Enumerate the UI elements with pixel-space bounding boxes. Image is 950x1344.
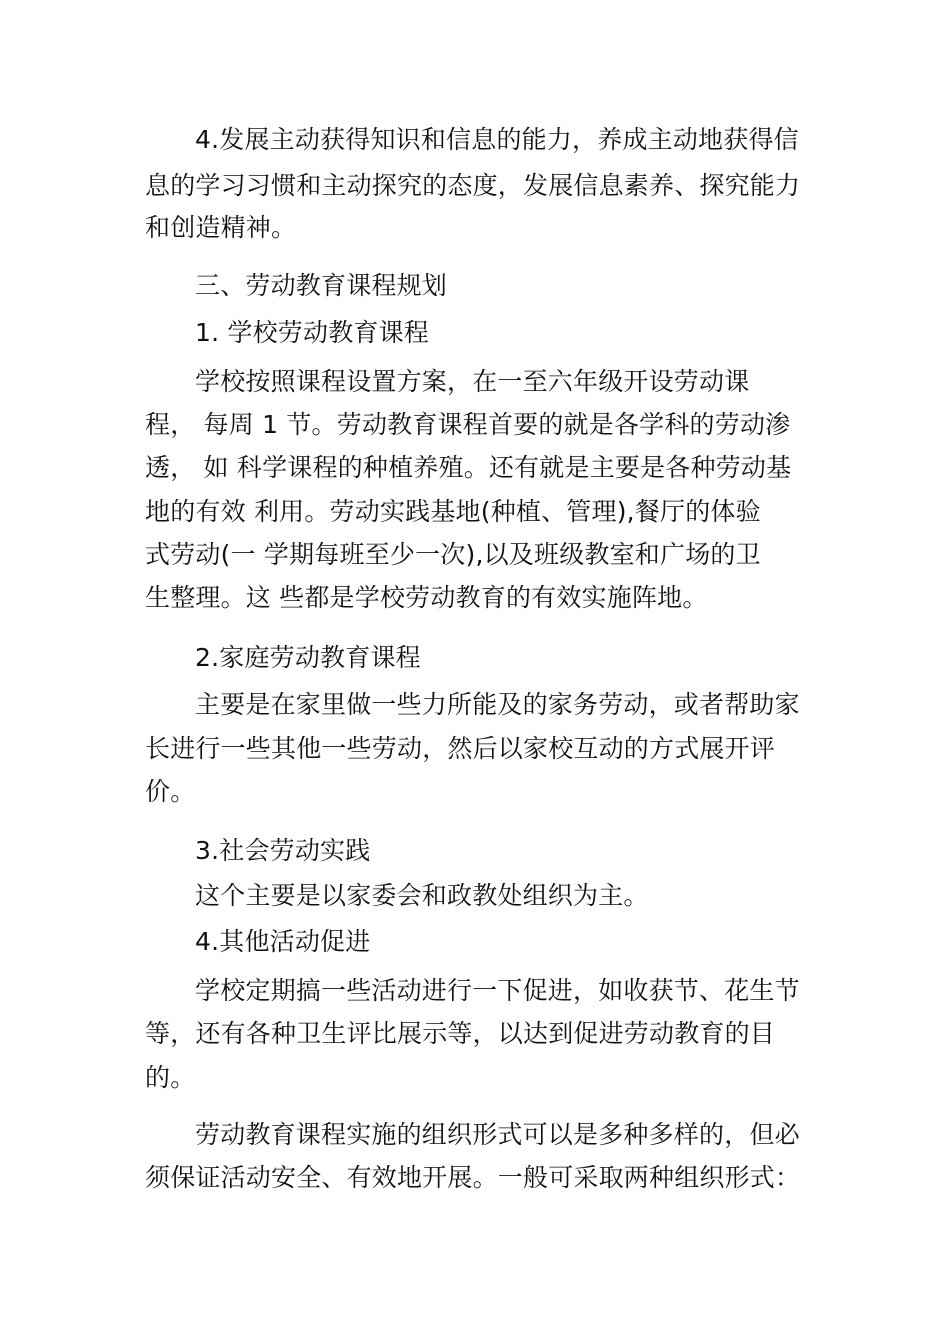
paragraph-line: 式劳动(一 学期每班至少一次),以及班级教室和广场的卫	[145, 540, 761, 569]
paragraph-line: 等，还有各种卫生评比展示等，以达到促进劳动教育的目	[145, 1019, 776, 1048]
paragraph-line: 这个主要是以家委会和政教处组织为主。	[195, 881, 649, 910]
paragraph-line: 长进行一些其他一些劳动，然后以家校互动的方式展开评	[145, 734, 776, 763]
paragraph-line: 生整理。这 些都是学校劳动教育的有效实施阵地。	[145, 583, 708, 612]
paragraph-line: 须保证活动安全、有效地开展。一般可采取两种组织形式：	[145, 1163, 801, 1192]
paragraph-line: 和创造精神。	[145, 213, 297, 242]
subsection-heading: 1. 学校劳动教育课程	[195, 318, 430, 347]
subsection-heading: 2.家庭劳动教育课程	[195, 643, 421, 672]
paragraph-line: 学校按照课程设置方案，在一至六年级开设劳动课	[195, 367, 750, 396]
paragraph-line: 程， 每周 1 节。劳动教育课程首要的就是各学科的劳动渗	[145, 410, 791, 439]
paragraph-line: 地的有效 利用。劳动实践基地(种植、管理),餐厅的体验	[145, 497, 761, 526]
paragraph-line: 主要是在家里做一些力所能及的家务劳动，或者帮助家	[195, 690, 800, 719]
paragraph-line: 息的学习习惯和主动探究的态度，发展信息素养、探究能力	[145, 171, 801, 200]
paragraph-line: 的。	[145, 1063, 196, 1092]
paragraph-line: 劳动教育课程实施的组织形式可以是多种多样的，但必	[195, 1120, 800, 1149]
section-heading: 三、劳动教育课程规划	[195, 271, 448, 300]
paragraph-line: 透， 如 科学课程的种植养殖。还有就是主要是各种劳动基	[145, 453, 792, 482]
paragraph-line: 价。	[145, 777, 196, 806]
subsection-heading: 3.社会劳动实践	[195, 836, 371, 865]
paragraph-line: 4.发展主动获得知识和信息的能力，养成主动地获得信	[195, 125, 799, 154]
paragraph-line: 学校定期搞一些活动进行一下促进，如收获节、花生节	[195, 976, 800, 1005]
subsection-heading: 4.其他活动促进	[195, 927, 371, 956]
